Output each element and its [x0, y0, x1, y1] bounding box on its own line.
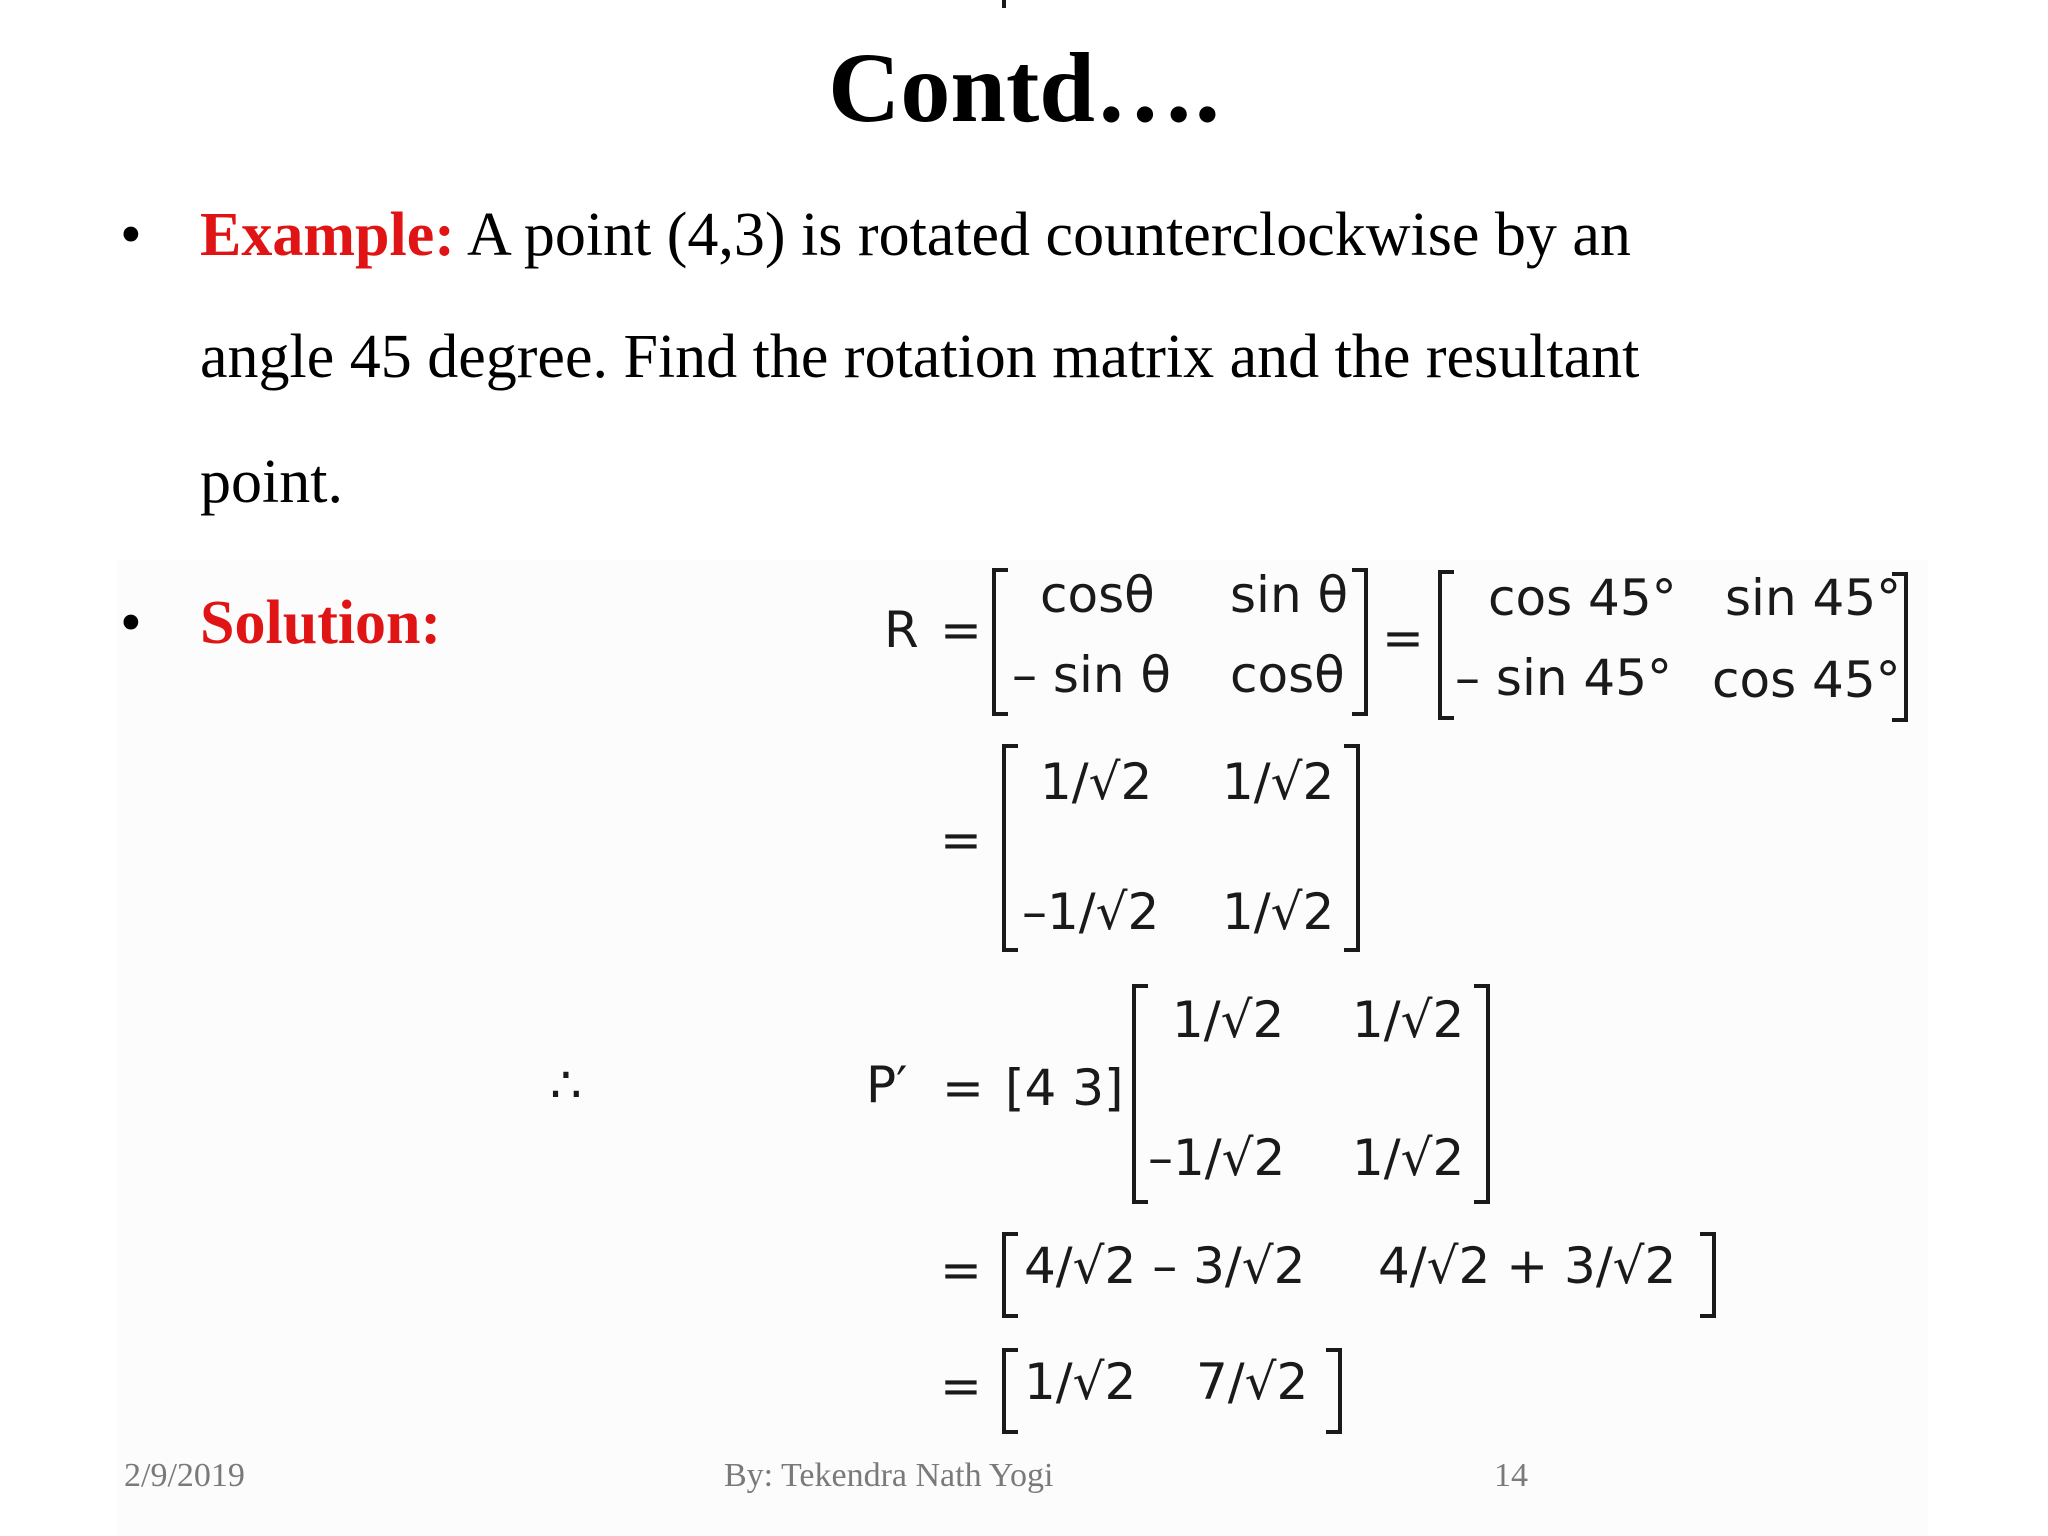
matrix3-left-bracket	[1002, 744, 1018, 952]
result1-entry: 4/√2 + 3/√2	[1378, 1237, 1677, 1295]
equals-sign: =	[1382, 609, 1424, 667]
equals-sign: =	[940, 601, 982, 659]
slide-title: Contd….	[828, 32, 1220, 143]
matrix2-right-bracket	[1892, 572, 1908, 722]
matrix4-cell: 1/√2	[1172, 991, 1285, 1049]
example-label: Example:	[200, 201, 455, 269]
equals-sign: =	[940, 1357, 982, 1415]
example-line-3: point.	[200, 448, 343, 516]
symbol-R: R	[884, 601, 919, 659]
matrix1-right-bracket	[1352, 568, 1368, 716]
result1-entry: 4/√2 – 3/√2	[1024, 1237, 1306, 1295]
result1-left-bracket	[1002, 1232, 1018, 1318]
matrix4-right-bracket	[1474, 984, 1490, 1204]
matrix2-cell: cos 45°	[1712, 651, 1901, 709]
matrix4-cell: –1/√2	[1148, 1129, 1286, 1187]
solution-label: Solution:	[200, 589, 442, 657]
footer-date: 2/9/2019	[124, 1457, 245, 1494]
matrix3-right-bracket	[1344, 744, 1360, 952]
matrix1-cell: sin θ	[1230, 566, 1349, 624]
therefore-symbol: ∴	[550, 1056, 582, 1114]
footer-page-number: 14	[1494, 1457, 1528, 1494]
matrix1-cell: cosθ	[1230, 646, 1345, 704]
example-line-2: angle 45 degree. Find the rotation matrix and the resultant	[200, 323, 1640, 391]
matrix3-cell: 1/√2	[1222, 753, 1335, 811]
example-text-1: A point (4,3) is rotated counterclockwise by an	[466, 201, 1631, 269]
result2-entry: 7/√2	[1196, 1353, 1309, 1411]
matrix4-cell: 1/√2	[1352, 991, 1465, 1049]
symbol-P-prime: P′	[866, 1056, 908, 1114]
matrix1-cell: – sin θ	[1012, 646, 1172, 704]
footer-author: By: Tekendra Nath Yogi	[724, 1457, 1054, 1494]
equals-sign: =	[940, 1241, 982, 1299]
matrix1-left-bracket	[992, 568, 1008, 716]
matrix1-cell: cosθ	[1040, 566, 1155, 624]
result1-right-bracket	[1700, 1232, 1716, 1318]
equals-sign: =	[940, 811, 982, 869]
result2-left-bracket	[1002, 1348, 1018, 1434]
example-line-1	[200, 200, 1930, 270]
result2-right-bracket	[1326, 1348, 1342, 1434]
matrix4-cell: 1/√2	[1352, 1129, 1465, 1187]
matrix2-cell: sin 45°	[1725, 569, 1902, 627]
matrix3-cell: –1/√2	[1022, 883, 1160, 941]
matrix2-left-bracket	[1438, 570, 1454, 720]
solution-label-line	[200, 588, 441, 658]
matrix3-cell: 1/√2	[1040, 753, 1153, 811]
equals-sign: =	[942, 1059, 984, 1117]
matrix2-cell: – sin 45°	[1455, 649, 1673, 707]
row-vector: [4 3]	[1005, 1059, 1124, 1117]
bullet-solution: •	[120, 589, 142, 657]
bullet-example: •	[120, 201, 142, 269]
matrix2-cell: cos 45°	[1488, 569, 1677, 627]
matrix3-cell: 1/√2	[1222, 883, 1335, 941]
matrix4-left-bracket	[1132, 984, 1148, 1204]
result2-entry: 1/√2	[1024, 1353, 1137, 1411]
